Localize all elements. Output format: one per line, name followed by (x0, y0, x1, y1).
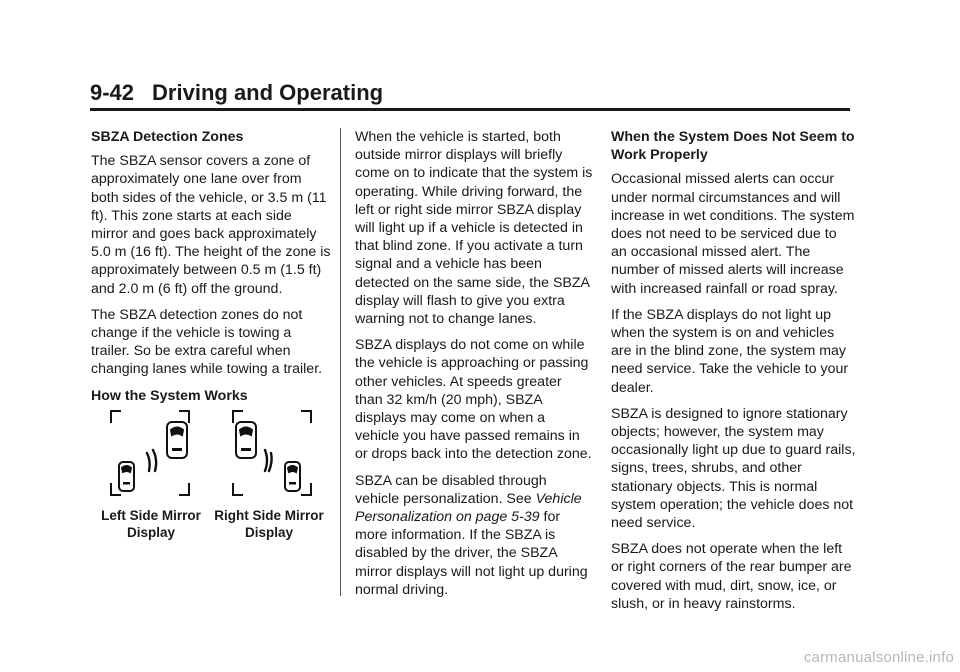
right-large-car-icon (236, 422, 256, 458)
paragraph-bumper-covered: SBZA does not operate when the left or right corners of the rear bumper are covered with mud, dirt, snow, ice, or slush, or in heavy rainstorms. (611, 541, 852, 612)
page-number: 9-42 (90, 80, 135, 105)
vehicle-personalization-link[interactable]: Vehicle Personalization on page 5-39 (355, 490, 582, 526)
disable-text-before: SBZA can be disabled through vehicle personalization. See (355, 472, 547, 507)
disable-text-after: for more information. If the SBZA is disabled by the driver, the SBZA mirror displays will not light up during normal driving. (355, 509, 588, 598)
section-title: Driving and Operating (152, 80, 384, 105)
mirror-display-figure (91, 407, 331, 547)
heading-not-working: When the System Does Not Seem to Work Properly (611, 129, 855, 164)
left-display-brackets (111, 411, 189, 495)
heading-how-system-works: How the System Works (91, 387, 248, 404)
paragraph-system-operation: When the vehicle is started, both outside mirror displays will briefly come on to indicate that the system is operating. While driving forward, the left or right side mirror SBZA display will light up if a vehicle is detected in that blind zone. If you activate a turn signal and a vehicle has been detected on the same side, the SBZA display will flash to give you extra warning not to change lanes. (355, 129, 593, 328)
right-mirror-caption: Right Side Mirror Display (214, 508, 324, 540)
paragraph-stationary-objects: SBZA is designed to ignore stationary objects; however, the system may occasionally light up due to guard rails, signs, trees, shrubs, and other stationary objects. This is normal system operation; the vehicle does not need service. (611, 405, 856, 532)
column-divider (340, 128, 341, 596)
paragraph-disable (355, 472, 593, 599)
left-mirror-caption: Left Side Mirror Display (101, 508, 201, 540)
right-signal-waves-icon (265, 450, 272, 471)
left-signal-waves-icon (147, 450, 156, 471)
page-header (90, 78, 850, 111)
paragraph-towing: The SBZA detection zones do not change if the vehicle is towing a trailer. So be extra careful when changing lanes while towing a trailer. (91, 306, 323, 378)
heading-detection-zones: SBZA Detection Zones (91, 129, 244, 145)
column-left (91, 128, 331, 411)
right-small-car-icon (285, 462, 300, 491)
paragraph-speed-behavior: SBZA displays do not come on while the vehicle is approaching or passing other vehicles. At speeds greater than 32 km/h (20 mph), SBZA displays may come on when a vehicle you have passed remains in or drops back into the detection zone. (355, 337, 592, 463)
watermark: carmanualsonline.info (803, 649, 954, 666)
column-right (611, 128, 856, 621)
paragraph-zone-coverage: The SBZA sensor covers a zone of approximately one lane over from both sides of the vehicle, or 3.5 m (11 ft). This zone starts at each side mirror and goes back approximately 5.0 m (16 ft). The height of the zone is approximately between 0.5 m (1.5 ft) and 2.0 m (6 ft) off the ground. (91, 153, 331, 297)
left-large-car-icon (167, 422, 187, 458)
mirror-display-illustration (91, 407, 331, 507)
column-middle (355, 128, 593, 607)
paragraph-needs-service: If the SBZA displays do not light up when the system is on and vehicles are in the blind zone, the system may need service. Take the vehicle to your dealer. (611, 306, 849, 396)
left-small-car-icon (119, 462, 134, 491)
paragraph-missed-alerts: Occasional missed alerts can occur under normal circumstances and will increase in wet conditions. The system does not need to be serviced due to an occasional missed alert. The number of missed alerts will increase with increased rainfall or road spray. (611, 171, 855, 297)
